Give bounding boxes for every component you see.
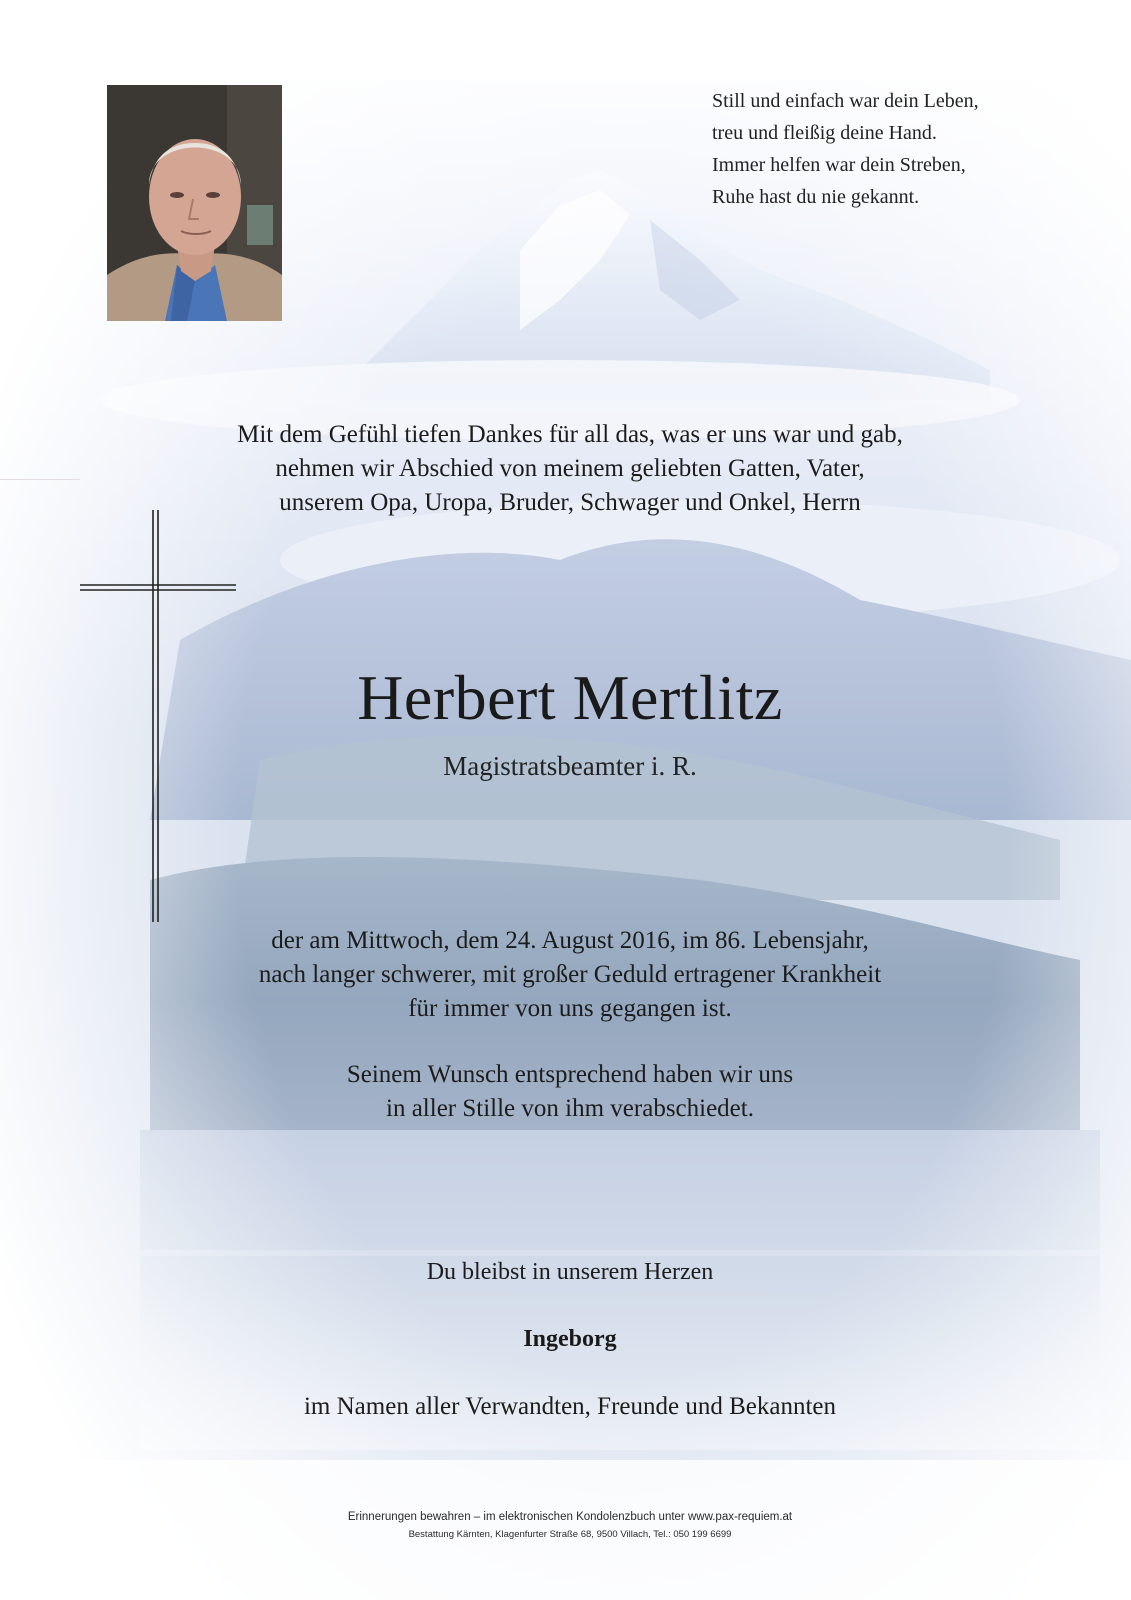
signer-name: Ingeborg [523,1326,617,1352]
deceased-name: Herbert Mertlitz [357,662,783,733]
poem [712,85,1052,213]
intro-text [140,418,1000,520]
intro-line: nehmen wir Abschied von meinem geliebten Gatten, Vater, [275,455,865,482]
on-behalf-text: im Namen aller Verwandten, Freunde und Bekannten [303,1393,837,1420]
wish-text [150,1058,990,1126]
intro-line: unserem Opa, Uropa, Bruder, Schwager und Onkel, Herrn [279,489,861,516]
death-notice-line: der am Mittwoch, dem 24. August 2016, im 86. Lebensjahr, [271,927,869,954]
poem-line: treu und fleißig deine Hand. [712,122,937,144]
intro-line: Mit dem Gefühl tiefen Dankes für all das, was er uns war und gab, [237,421,903,448]
footer-condolence-line: Erinnerungen bewahren – im elektronischen Kondolenzbuch unter www.pax-requiem.at [347,1511,793,1523]
footer-address-line: Bestattung Kärnten, Klagenfurter Straße 68, 9500 Villach, Tel.: 050 199 6699 [408,1529,732,1540]
deceased-title: Magistratsbeamter i. R. [443,751,697,781]
death-notice-line: nach langer schwerer, mit großer Geduld ertragener Krankheit [258,961,882,988]
poem-line: Immer helfen war dein Streben, [712,154,966,176]
footer [150,1508,990,1544]
wish-line: Seinem Wunsch entsprechend haben wir uns [346,1061,794,1088]
death-notice-line: für immer von uns gegangen ist. [408,995,732,1022]
poem-line: Ruhe hast du nie gekannt. [712,186,920,208]
wish-line: in aller Stille von ihm verabschiedet. [386,1095,754,1122]
death-notice [150,924,990,1026]
remembrance-text: Du bleibst in unserem Herzen [426,1259,714,1285]
page-edge-mark [0,479,80,480]
poem-line: Still und einfach war dein Leben, [712,90,979,112]
portrait-photo [107,85,282,321]
